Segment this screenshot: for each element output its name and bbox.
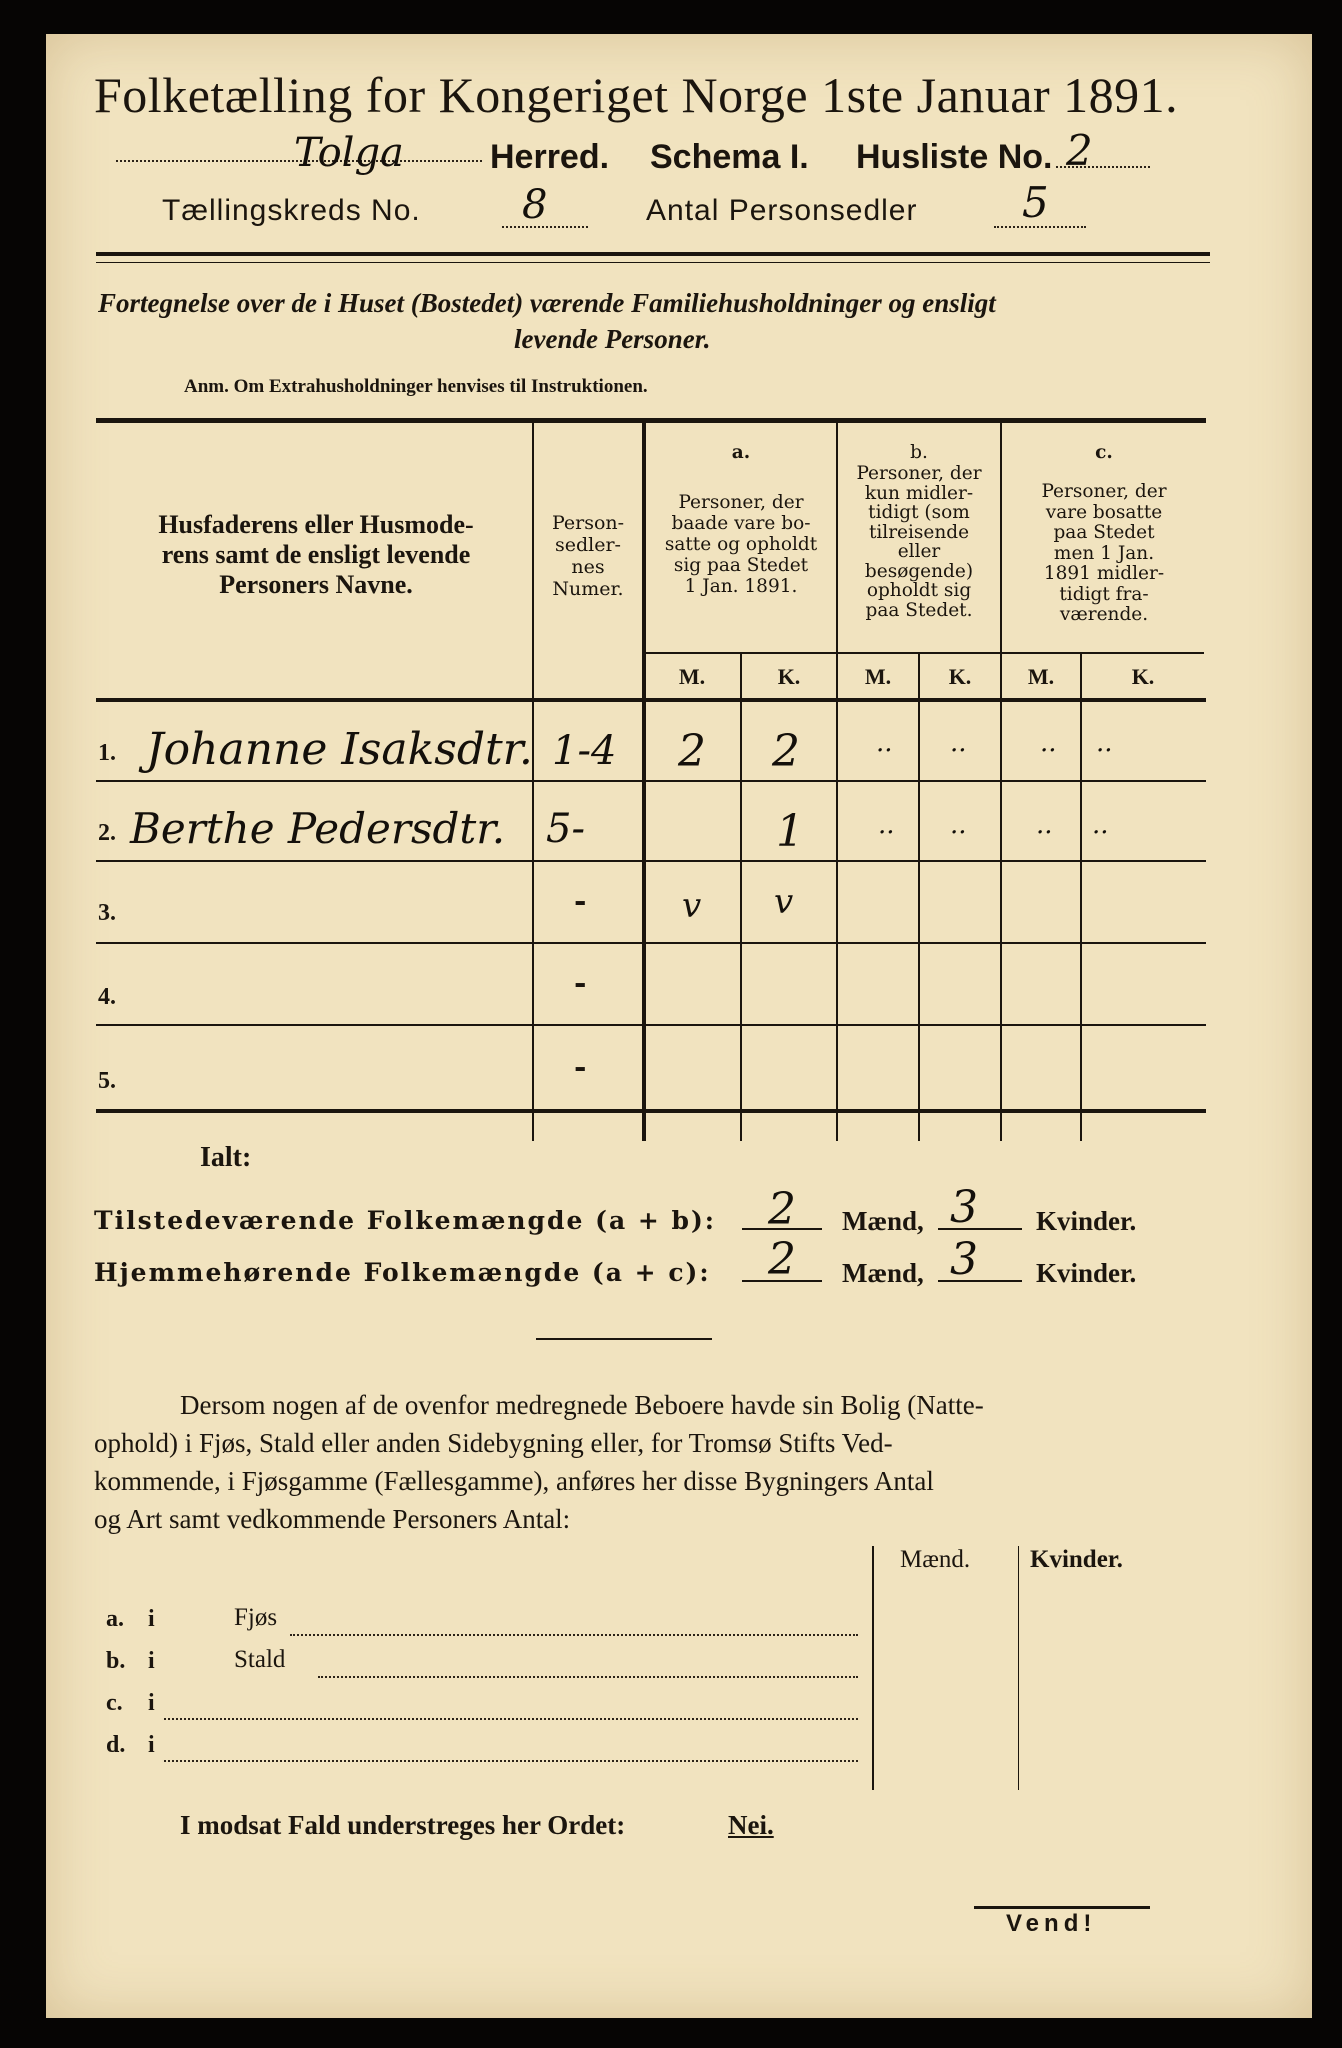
herred-label: Herred. [490,138,610,176]
antal-label: Antal Personsedler [646,194,918,227]
kreds-handwritten: 8 [522,182,548,228]
anm-note: Anm. Om Extrahusholdninger henvises til Instruktionen. [184,376,648,397]
schema-label: Schema I. [650,138,809,176]
section-divider [536,1338,712,1340]
header-divider-thin [96,262,1210,263]
hjemme-label: Hjemmehørende Folkemængde (a + c): [94,1258,711,1287]
col-header-names: Husfaderens eller Husmode- rens samt de ensligt levende Personers Navne. [158,510,474,599]
kreds-label: Tællingskreds No. [162,194,421,227]
hjemme-maend-value: 2 [768,1234,796,1285]
intro-line-1: Fortegnelse over de i Huset (Bostedet) værende Familiehusholdninger og ensligt [98,288,996,318]
buildings-para-3: kommende, i Fjøsgamme (Fællesgamme), anføres her disse Bygningers Antal [94,1466,934,1496]
a-k-header: K. [777,664,801,689]
intro-line-2: levende Personer. [514,324,711,354]
husliste-handwritten: 2 [1066,126,1093,175]
a-m-header: M. [678,664,706,689]
header-bottom-rule [96,698,1206,702]
ialt-label: Ialt: [200,1142,252,1173]
buildings-para-2: ophold) i Fjøs, Stald eller anden Sidebygning eller, for Tromsø Stifts Ved- [94,1428,893,1458]
form-title: Folketælling for Kongeriget Norge 1ste Januar 1891. [94,67,1179,123]
buildings-col-maend: Mænd. [900,1546,971,1573]
col-header-a: Personer, der baade vare bo- satte og opholdt sig paa Stedet 1 Jan. 1891. [664,492,818,597]
header-divider [96,252,1210,256]
person-name: Berthe Pedersdtr. [130,804,506,853]
herred-handwritten: Tolga [294,130,404,176]
census-form: Folketælling for Kongeriget Norge 1ste Januar 1891. Tolga Herred. Schema I. Husliste No. 2 Tællingskreds No. 8 Antal Personsedler 5 Fortegnelse over de i Huset (Bostedet) værende Familiehusholdninger og ensligt levende Personer. Anm. Om Extrahusholdninger henvises til Instruktionen. Husfaderens eller Husmode- rens samt de ensligt levende Personers Navne. Person- sedler- nes Numer. a. Personer, der baade vare bo- satte og opholdt sig paa Stedet 1 Jan. 1891. b. Personer, der kun midler- tidigt (som tilreisende eller besøgende) opholdt sig paa Stedet. c. Personer, der vare bosatte paa Stedet men 1 Jan. 1891 midler- tidigt fra- værende. M. K. M. K. M. K. 1. Johanne Isaksdtr. 1-4 2 2 .. .. .. .. 2. Berthe Pedersdtr. 5- 1 .. .. .. .. 3. - v v 4. - 5. - Ialt: Tilstedeværende Folkemængde (a + b): 2 Mænd, 3 Kvinder. Hjemmehørende Folkemængde (a + c): 2 Mænd, 3 Kvinder. Dersom nogen af de ovenfor medregnede Beboere havde sin Bolig (Natte- ophold) i Fjøs, Stald eller anden Sidebygning eller, for Tromsø Stifts Ved- kommende, i Fjøsgamme (Fællesgamme), anføres her disse Bygningers Antal og Art samt vedkommende Personers Antal: Mænd. Kvinder. a. i Fjøs b. i Stald c. i d. i I modsat Fald understreges her Ordet: Nei. Vend! [46,34,1312,2018]
buildings-para-4: og Art samt vedkommende Personers Antal: [94,1504,571,1534]
husliste-label: Husliste No. [856,138,1053,176]
col-header-c: Personer, der vare bosatte paa Stedet men 1 Jan. 1891 midler- tidigt fra- værende. [1041,481,1167,625]
buildings-col-kvinder: Kvinder. [1030,1546,1123,1573]
col-b-letter: b. [910,442,928,463]
col-header-numer: Person- sedler- nes Numer. [551,512,625,600]
col-header-b: Personer, der kun midler- tidigt (som tilreisende eller besøgende) opholdt sig paa Stedet. [856,463,982,621]
b-k-header: K. [948,664,972,689]
vend-label: Vend! [1006,1910,1097,1937]
modsat-label: I modsat Fald understreges her Ordet: [180,1810,626,1840]
table-bottom-rule [96,1109,1206,1113]
c-k-header: K. [1131,664,1155,689]
buildings-para-1: Dersom nogen af de ovenfor medregnede Beboere havde sin Bolig (Natte- [180,1390,984,1420]
table-top-rule [96,418,1206,423]
antal-handwritten: 5 [1022,178,1049,227]
tilstede-kvinder-value: 3 [950,1182,978,1233]
person-name: Johanne Isaksdtr. [146,724,533,775]
c-m-header: M. [1027,664,1055,689]
hjemme-kvinder-value: 3 [950,1234,978,1285]
nei-word: Nei. [728,1810,774,1840]
tilstede-label: Tilstedeværende Folkemængde (a + b): [94,1206,717,1235]
tilstede-maend-value: 2 [768,1184,796,1235]
col-a-letter: a. [731,442,751,463]
b-m-header: M. [864,664,892,689]
col-c-letter: c. [1095,442,1113,463]
